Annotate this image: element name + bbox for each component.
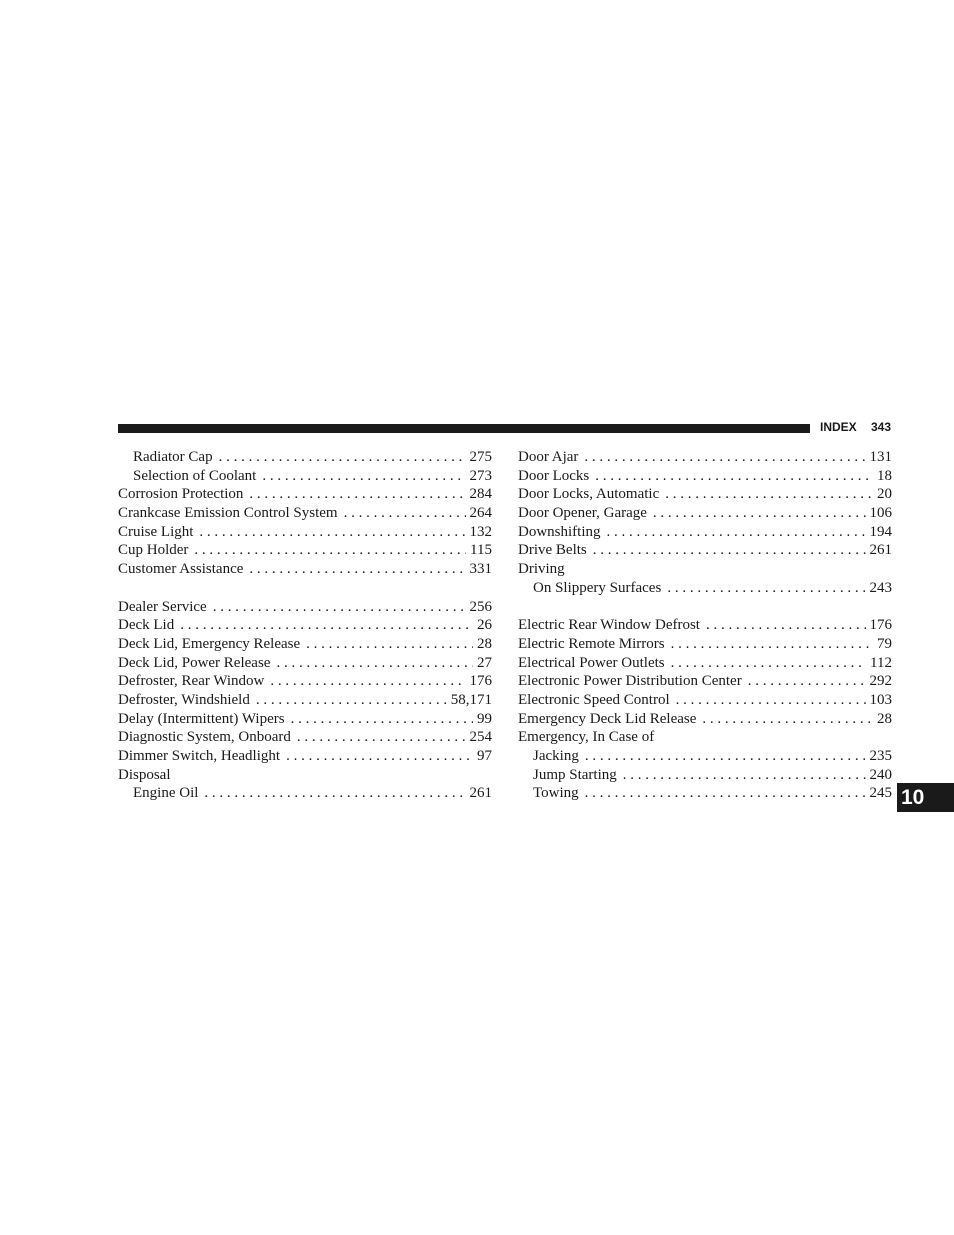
dot-leader: [199, 523, 465, 542]
index-term: Electric Rear Window Defrost: [518, 617, 700, 634]
index-term: Door Ajar: [518, 449, 579, 465]
index-term: Defroster, Rear Window: [118, 673, 265, 690]
index-page-ref: 292: [869, 673, 892, 690]
dot-leader: [276, 654, 473, 673]
index-page-ref: 275: [469, 449, 492, 465]
index-term: Cruise Light: [118, 523, 194, 540]
header-rule: [118, 424, 810, 433]
index-page-ref: 245: [869, 785, 892, 802]
index-page-ref: 131: [869, 449, 892, 465]
index-term: Door Opener, Garage: [518, 505, 647, 522]
index-page-ref: 115: [470, 542, 492, 559]
index-page-ref: 273: [469, 467, 492, 484]
index-page-ref: 176: [869, 617, 892, 634]
index-page-ref: 106: [869, 505, 892, 522]
index-term: Door Locks, Automatic: [518, 486, 660, 503]
index-term: On Slippery Surfaces: [533, 579, 662, 596]
dot-leader: [249, 560, 465, 579]
index-page-ref: 256: [469, 598, 492, 615]
index-entry: [518, 766, 892, 785]
dot-leader: [585, 784, 866, 803]
index-entry: [118, 691, 492, 710]
index-page-ref: 28: [877, 710, 892, 727]
dot-leader: [194, 541, 466, 560]
index-entry: [118, 448, 492, 467]
dot-leader: [270, 672, 465, 691]
index-entry: [518, 784, 892, 803]
dot-leader: [676, 691, 866, 710]
dot-leader: [249, 485, 465, 504]
index-page-ref: 58,171: [450, 691, 492, 708]
index-page-ref: 20: [877, 486, 892, 503]
index-entry: [518, 635, 892, 654]
index-entry: [518, 560, 892, 579]
index-page-ref: 99: [477, 710, 492, 727]
index-term: Jacking: [533, 748, 579, 764]
index-page-ref: 112: [870, 654, 892, 671]
dot-leader: [286, 747, 473, 766]
dot-leader: [344, 504, 466, 523]
dot-leader: [584, 448, 865, 467]
index-page-ref: 18: [877, 467, 892, 484]
index-term: Deck Lid, Power Release: [118, 654, 271, 671]
dot-leader: [593, 541, 866, 560]
index-entry: [118, 766, 492, 785]
index-term: Electric Remote Mirrors: [518, 635, 665, 652]
index-entry: [118, 560, 492, 579]
index-entry: [118, 485, 492, 504]
index-term: Deck Lid: [118, 617, 175, 634]
index-entry: [118, 784, 492, 803]
dot-leader: [219, 448, 466, 467]
dot-leader: [297, 728, 466, 747]
dot-leader: [653, 504, 866, 523]
index-entry: [118, 710, 492, 729]
index-page-ref: 27: [477, 654, 492, 671]
index-term: Jump Starting: [533, 766, 617, 783]
index-term: Drive Belts: [518, 542, 587, 559]
index-page-ref: 243: [869, 579, 892, 596]
page-number: 343: [871, 420, 892, 434]
index-term: Selection of Coolant: [133, 467, 257, 484]
index-page-ref: 331: [469, 561, 492, 578]
index-entry: [518, 616, 892, 635]
index-entry: [518, 504, 892, 523]
index-term: Towing: [533, 785, 579, 802]
dot-leader: [585, 747, 866, 766]
index-entry: [518, 672, 892, 691]
index-page-ref: 261: [869, 542, 892, 559]
index-entry: [518, 728, 892, 747]
index-term: Crankcase Emission Control System: [118, 505, 338, 522]
index-entry: [518, 523, 892, 542]
dot-leader: [256, 691, 447, 710]
index-entry: [118, 672, 492, 691]
index-term: Emergency, In Case of: [518, 729, 655, 746]
index-term: Electrical Power Outlets: [518, 654, 665, 671]
index-entry: [518, 654, 892, 673]
index-entry: [118, 654, 492, 673]
index-entry: [118, 541, 492, 560]
dot-leader: [671, 654, 866, 673]
index-term: Electronic Power Distribution Center: [518, 673, 742, 690]
section-gap: [118, 579, 492, 598]
index-term: Emergency Deck Lid Release: [518, 710, 697, 727]
index-term: Customer Assistance: [118, 561, 244, 578]
index-entry: [118, 467, 492, 486]
index-column-left: [118, 448, 492, 803]
index-entry: [118, 616, 492, 635]
index-entry: [518, 467, 892, 486]
dot-leader: [702, 710, 873, 729]
index-term: Engine Oil: [133, 785, 199, 802]
dot-leader: [291, 710, 473, 729]
index-entry: [518, 579, 892, 598]
index-entry: [518, 710, 892, 729]
index-page-ref: 79: [877, 635, 892, 652]
dot-leader: [671, 635, 873, 654]
index-entry: [118, 728, 492, 747]
index-term: Corrosion Protection: [118, 486, 244, 503]
index-page-ref: 28: [477, 635, 492, 652]
dot-leader: [623, 766, 866, 785]
index-term: Downshifting: [518, 523, 601, 540]
index-entry: [118, 523, 492, 542]
index-term: Radiator Cap: [133, 449, 213, 465]
index-entry: [118, 747, 492, 766]
dot-leader: [706, 616, 866, 635]
index-entry: [518, 448, 892, 467]
dot-leader: [748, 672, 866, 691]
dot-leader: [262, 467, 465, 486]
index-entry: [518, 747, 892, 766]
index-entry: [518, 541, 892, 560]
section-gap: [518, 598, 892, 617]
index-entry: [118, 635, 492, 654]
dot-leader: [180, 616, 473, 635]
index-term: Electronic Speed Control: [518, 691, 670, 708]
index-page-ref: 132: [469, 523, 492, 540]
index-entry: [518, 485, 892, 504]
index-entry: [118, 504, 492, 523]
index-page-ref: 176: [469, 673, 492, 690]
index-term: Delay (Intermittent) Wipers: [118, 710, 285, 727]
index-term: Cup Holder: [118, 542, 189, 559]
index-term: Defroster, Windshield: [118, 691, 250, 708]
index-page-ref: 264: [469, 505, 492, 522]
index-term: Deck Lid, Emergency Release: [118, 635, 301, 652]
index-entry: [118, 598, 492, 617]
chapter-tab: 10: [897, 783, 954, 812]
dot-leader: [667, 579, 865, 598]
dot-leader: [204, 784, 465, 803]
index-term: Dealer Service: [118, 598, 207, 615]
index-term: Disposal: [118, 766, 171, 783]
dot-leader: [665, 485, 873, 504]
section-title: INDEX: [820, 420, 857, 434]
index-page-ref: 103: [869, 691, 892, 708]
index-page-ref: 235: [869, 748, 892, 764]
index-term: Dimmer Switch, Headlight: [118, 748, 281, 764]
index-entry: [518, 691, 892, 710]
index-term: Door Locks: [518, 467, 590, 484]
index-column-right: [518, 448, 892, 803]
index-page-ref: 26: [477, 617, 492, 634]
index-page-ref: 194: [869, 523, 892, 540]
dot-leader: [595, 467, 873, 486]
index-page-ref: 97: [477, 748, 492, 764]
dot-leader: [213, 598, 466, 617]
index-page-ref: 261: [469, 785, 492, 802]
index-page-ref: 284: [469, 486, 492, 503]
dot-leader: [306, 635, 473, 654]
index-term: Driving: [518, 561, 565, 578]
dot-leader: [607, 523, 866, 542]
index-term: Diagnostic System, Onboard: [118, 729, 291, 746]
index-page-ref: 240: [869, 766, 892, 783]
index-page-ref: 254: [469, 729, 492, 746]
